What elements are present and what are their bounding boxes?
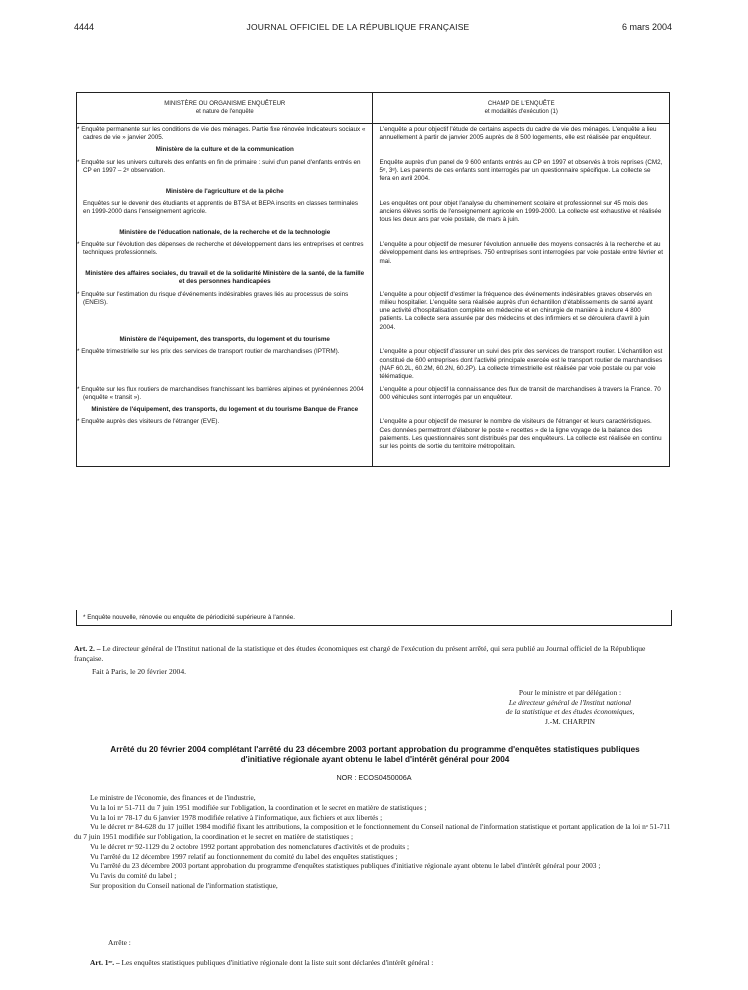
table-row [77, 289, 670, 334]
survey-name: * Enquête sur les flux routiers de marchandises franchissant les barrières alpines et pyrénéennes 2004 (enquête « transit »). [77, 384, 373, 405]
publication-date: 6 mars 2004 [621, 22, 672, 32]
survey-name: * Enquête permanente sur les conditions de vie des ménages. Partie fixe rénovée Indicateurs sociaux « cadres de vie » janvier 2005. [77, 123, 373, 144]
survey-scope: Les enquêtes ont pour objet l'analyse du cheminement scolaire et professionnel sur 45 mois des anciens élèves sortis de l'enseignement agricole en 1999-2000. La collecte est exhaustive et réalisée tous les deux ans par voie postale, de mars à juin. [373, 198, 670, 227]
ministry-row [77, 268, 670, 289]
col2-subtitle: et modalités d'exécution (1) [484, 108, 558, 115]
article-2-text: Le directeur général de l'Institut national de la statistique et des études économiques est chargé de l'exécution du présent arrêté, qui sera publié au Journal officiel de la République française. [74, 644, 646, 664]
signature-line-2: Le directeur général de l'Institut national [508, 697, 632, 707]
article-1-text: Les enquêtes statistiques publiques d'initiative régionale dont la liste suit sont déclarées d'intérêt général : [121, 958, 434, 967]
survey-scope: L'enquête a pour objectif d'estimer la fréquence des événements indésirables graves observés en milieu hospitalier. L'enquête sera réalisée auprès d'un échantillon d'établissements de santé ayant une activité d'hospitalisation complète en médecine et en chirurgie de manière à inclure 4 800 patients. La collecte sera assurée par des médecins et des infirmiers et se déroulera d'avril à juin 2004. [373, 289, 670, 334]
decree-paragraph: Sur proposition du Conseil national de l'information statistique, [90, 880, 278, 890]
survey-name: * Enquête auprès des visiteurs de l'étranger (EVE). [77, 416, 373, 453]
survey-scope: Enquête auprès d'un panel de 9 600 enfants entrés au CP en 1997 et observés à trois reprises (CM2, 5ᵉ, 3ᵉ). Les parents de ces enfants sont interrogés par un questionnaire spécifique. La collecte se fera en avril 2004. [373, 157, 670, 186]
ministry-heading: Ministère de la culture et de la communication [77, 144, 373, 156]
decree-paragraph: Vu l'avis du comité du label ; [90, 871, 177, 881]
survey-scope: L'enquête a pour objectif de mesurer l'évolution annuelle des moyens consacrés à la recherche et au développement dans les entreprises. 750 entreprises sont interrogées par voie postale entre février et mai. [373, 239, 670, 268]
decree-paragraph: Vu l'arrêté du 23 décembre 2003 portant approbation du programme d'enquêtes statistiques publiques d'initiative régionale ayant obtenu le label d'intérêt général pour 2003 ; [90, 861, 601, 871]
ministry-row [77, 334, 670, 346]
ministry-row [77, 227, 670, 239]
ministry-heading: Ministère des affaires sociales, du travail et de la solidarité Ministère de la santé, de la famille et des personnes handicapées [77, 268, 373, 289]
table-footnote: * Enquête nouvelle, rénovée ou enquête de périodicité supérieure à l'année. [76, 610, 672, 626]
signed-place-date: Fait à Paris, le 20 février 2004. [92, 667, 187, 676]
survey-scope: L'enquête a pour objectif de mesurer le nombre de visiteurs de l'étranger et leurs caractéristiques. Ces données permettront d'élaborer le poste « recettes » de la ligne voyage de la balance des paiements. Les questionnaires sont distribués par des enquêteurs. La collecte est réalisée en continu sur les points de sortie du territoire métropolitain. [373, 416, 670, 453]
survey-scope: L'enquête a pour objectif d'assurer un suivi des prix des services de transport routier. L'échantillon est constitué de 600 entreprises dont l'activité principale exercée est le transport routier de marchandises (NAF 60.2L, 60.2M, 60.2N, 60.2P). La collecte trimestrielle est réalisée par voie postale ou par voie télématique. [373, 346, 670, 383]
decree-body [74, 793, 674, 891]
signatory-name: J.-M. CHARPIN [545, 716, 595, 726]
col1-header [77, 93, 373, 124]
journal-title: JOURNAL OFFICIEL DE LA RÉPUBLIQUE FRANÇAISE [246, 22, 470, 32]
table-row [77, 384, 670, 405]
table-row [77, 346, 670, 383]
ministry-heading: Ministère de l'agriculture et de la pêche [77, 186, 373, 198]
page-header [74, 20, 672, 34]
col1-subtitle: et nature de l'enquête [195, 108, 254, 115]
table-row [77, 239, 670, 268]
arrete-label: Arrête : [108, 938, 131, 947]
article-1 [90, 958, 433, 967]
article-1-lead: Art. 1ᵉʳ. – [90, 958, 120, 967]
page-number: 4444 [74, 22, 95, 32]
decree-title: Arrêté du 20 février 2004 complétant l'arrêté du 23 décembre 2003 portant approbation du programme d'enquêtes statistiques publiques d'initiative régionale ayant obtenu le label d'intérêt général pour 2004 [110, 745, 640, 765]
decree-paragraph: Vu la loi nᵒ 51-711 du 7 juin 1951 modifiée sur l'obligation, la coordination et le secret en matière de statistiques ; [90, 802, 427, 812]
survey-name: * Enquête sur l'estimation du risque d'événements indésirables graves liés au processus de soins (ENEIS). [77, 289, 373, 334]
article-2 [74, 644, 674, 665]
signature-line-1: Pour le ministre et par délégation : [518, 688, 622, 697]
table-row [77, 123, 670, 144]
decree-paragraph: Vu l'arrêté du 12 décembre 1997 relatif au fonctionnement du comité du label des enquêtes statistiques ; [90, 851, 398, 861]
table-row [77, 157, 670, 186]
signature-block [470, 688, 670, 727]
ministry-row [77, 144, 670, 156]
table-row [77, 416, 670, 453]
ministry-heading: Ministère de l'éducation nationale, de la recherche et de la technologie [77, 227, 373, 239]
survey-table [76, 92, 670, 467]
nor-reference: NOR : ECOS0450006A [336, 773, 412, 782]
decree-paragraph: Le ministre de l'économie, des finances et de l'industrie, [90, 793, 256, 802]
survey-scope: L'enquête a pour objectif l'étude de certains aspects du cadre de vie des ménages. L'enquête a lieu annuellement à partir de janvier 2005 auprès de 8 500 logements, elle est réalisée par enquêteur. [373, 123, 670, 144]
article-2-lead: Art. 2. – [74, 644, 101, 653]
signature-line-3: de la statistique et des études économiques, [505, 707, 635, 717]
decree-paragraph: Vu la loi nᵒ 78-17 du 6 janvier 1978 modifiée relative à l'informatique, aux fichiers et aux libertés ; [90, 812, 383, 822]
survey-scope: L'enquête a pour objectif la connaissance des flux de transit de marchandises à travers la France. 70 000 véhicules sont interrogés par un enquêteur. [373, 384, 670, 405]
col2-header [373, 93, 670, 124]
col1-title: MINISTÈRE OU ORGANISME ENQUÊTEUR [164, 101, 286, 107]
decree-paragraph: Vu le décret nᵒ 84-628 du 17 juillet 1984 modifié fixant les attributions, la composition et le fonctionnement du Conseil national de l'information statistique et portant application de la loi nᵒ 51-711 du 7 juin 1951 modifiée sur l'obligation, la coordination et le secret en matière de statistiques ; [74, 822, 671, 842]
survey-name: * Enquête sur les univers culturels des enfants en fin de primaire : suivi d'un panel d'enfants entrés en CP en 1997 – 2ᵉ observation. [77, 157, 373, 186]
ministry-row [77, 186, 670, 198]
decree-paragraph: Vu le décret nᵒ 92-1129 du 2 octobre 1992 portant approbation des nomenclatures d'activités et de produits ; [90, 841, 410, 851]
col2-title: CHAMP DE L'ENQUÊTE [487, 101, 555, 107]
table-row [77, 198, 670, 227]
ministry-heading: Ministère de l'équipement, des transports, du logement et du tourisme [77, 334, 373, 346]
ministry-heading: Ministère de l'équipement, des transports, du logement et du tourisme Banque de France [77, 404, 373, 416]
ministry-row [77, 404, 670, 416]
survey-name: Enquêtes sur le devenir des étudiants et apprentis de BTSA et BEPA inscrits en classes terminales en 1999-2000 dans l'enseignement agricole. [77, 198, 373, 227]
survey-name: * Enquête trimestrielle sur les prix des services de transport routier de marchandises (IPTRM). [77, 346, 373, 383]
survey-name: * Enquête sur l'évolution des dépenses de recherche et développement dans les entreprises et centres techniques professionnels. [77, 239, 373, 268]
